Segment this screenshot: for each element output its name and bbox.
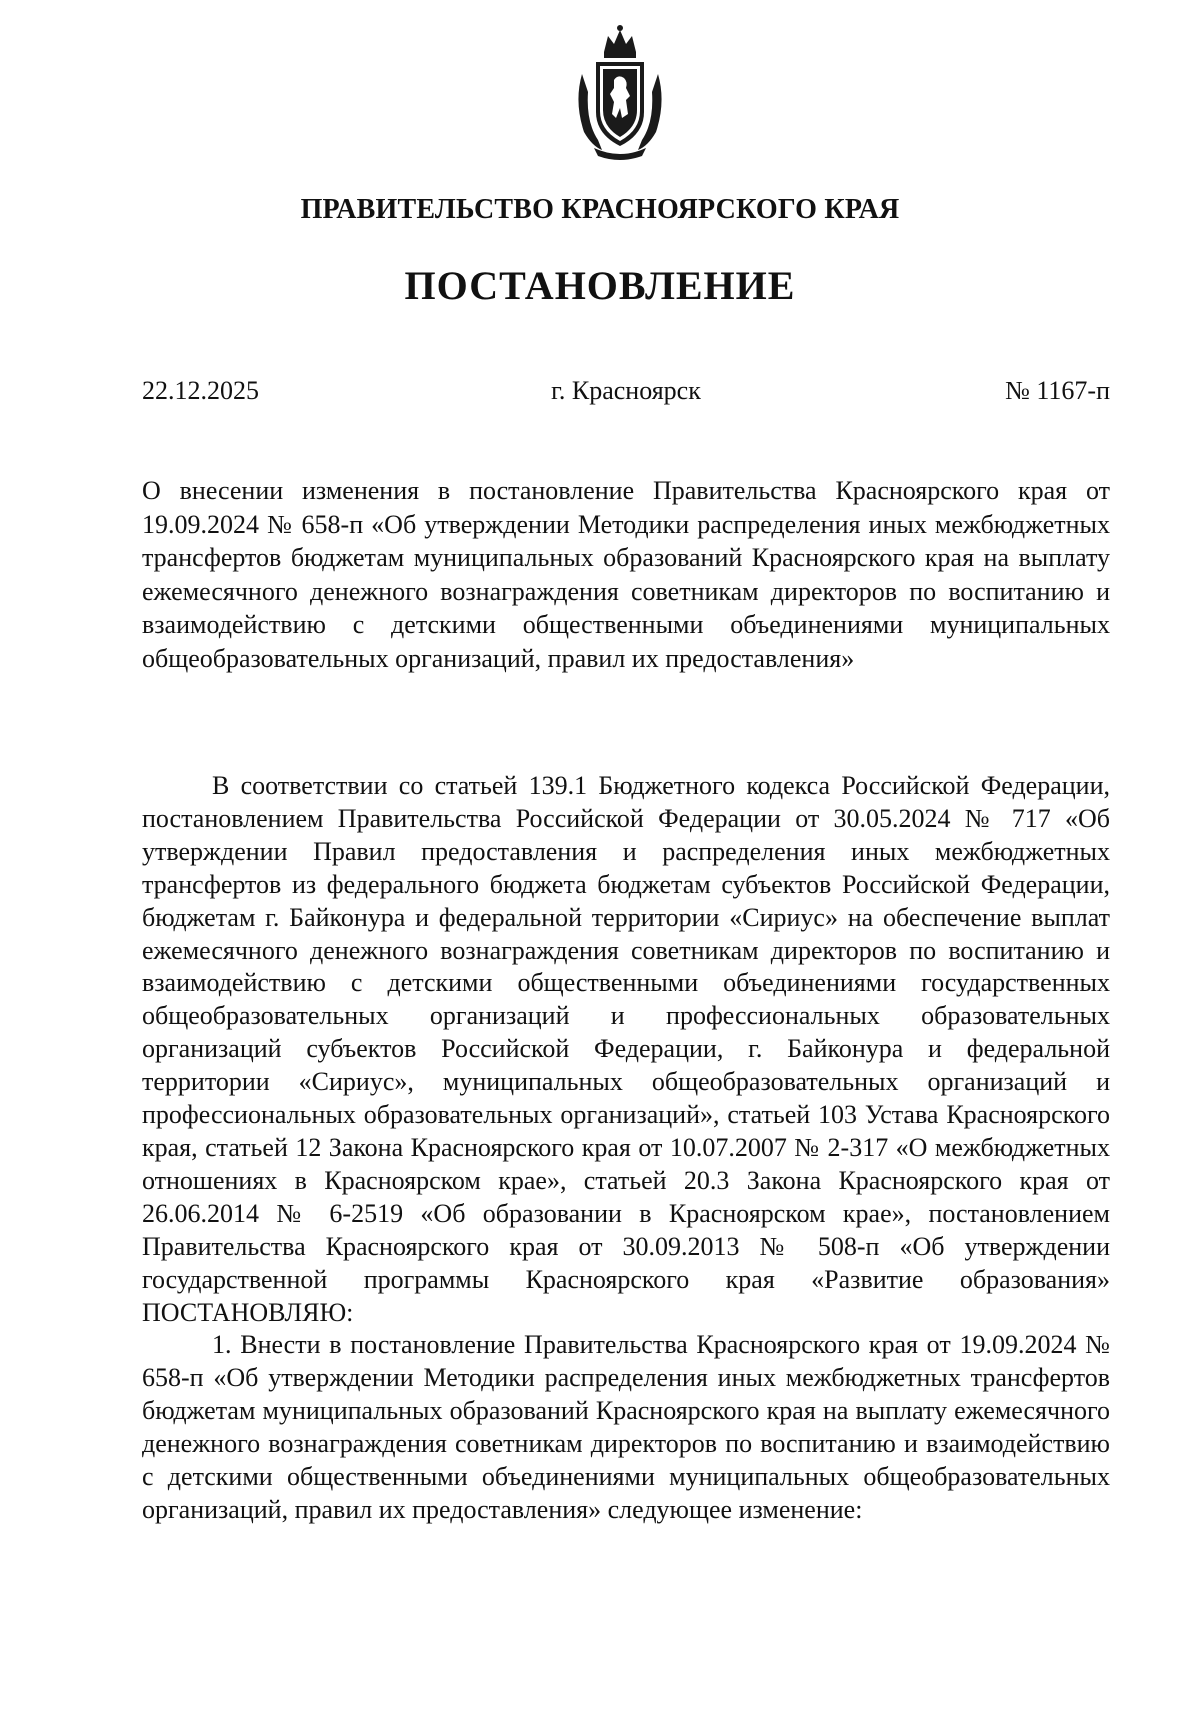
item-1-paragraph: 1. Внести в постановление Правительства Красноярского края от 19.09.2024 № 658-п «Об утверждении Методики распределения иных межбюджетных трансфертов бюджетам муниципальных образований Красноярского края на выплату ежемесячного денежного вознаграждения советникам директоров по воспитанию и взаимодействию с детскими общественными объединениями муниципальных общеобразовательных организаций, правил их предоставления» следующее изменение: [142,1330,1110,1524]
document-subject: О внесении изменения в постановление Правительства Красноярского края от 19.09.2024 № 658-п «Об утверждении Методики распределения иных межбюджетных трансфертов бюджетам муниципальных образований Красноярского края на выплату ежемесячного денежного вознаграждения советникам директоров по воспитанию и взаимодействию с детскими общественными объединениями муниципальных общеобразовательных организаций, правил их предоставления» [142,476,1110,673]
document-date: 22.12.2025 [142,376,259,405]
document-body [142,770,1110,1527]
government-title: ПРАВИТЕЛЬСТВО КРАСНОЯРСКОГО КРАЯ [300,194,900,225]
document-city: г. Красноярск [551,376,701,405]
document-meta-row [142,376,1110,410]
document-type-title: ПОСТАНОВЛЕНИЕ [404,263,796,308]
krasnoyarsk-coat-of-arms-icon [568,22,672,162]
preamble-paragraph: В соответствии со статьей 139.1 Бюджетного кодекса Российской Федерации, постановлением Правительства Российской Федерации от 30.05.2024 № 717 «Об утверждении Правил предоставления и распределения иных межбюджетных трансфертов из федерального бюджета бюджетам субъектов Российской Федерации, бюджетам г. Байконура и федеральной территории «Сириус» на обеспечение выплат ежемесячного денежного вознаграждения советникам директоров по воспитанию и взаимодействию с детскими общественными объединениями государственных общеобразовательных организаций и профессиональных образовательных организаций субъектов Российской Федерации, г. Байконура и федеральной территории «Сириус», муниципальных общеобразовательных организаций и профессиональных образовательных организаций», статьей 103 Устава Красноярского края, статьей 12 Закона Красноярского края от 10.07.2007 № 2-317 «О межбюджетных отношениях в Красноярском крае», статьей 20.3 Закона Красноярского края от 26.06.2014 № 6-2519 «Об образовании в Красноярском крае», постановлением Правительства Красноярского края от 30.09.2013 № 508-п «Об утверждении государственной программы Красноярского края «Развитие образования» ПОСТАНОВЛЯЮ: [142,771,1110,1327]
document-number: № 1167-п [1005,376,1110,405]
